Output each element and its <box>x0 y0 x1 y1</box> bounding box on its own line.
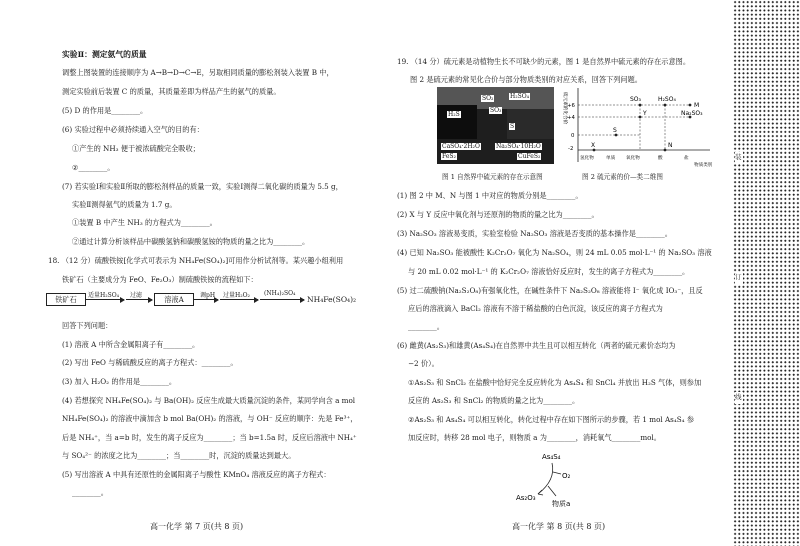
binding-label: 订 <box>735 272 743 284</box>
flow-arrow <box>260 299 304 300</box>
text-line: 实验Ⅱ测得氨气的质量为 1.7 g。 <box>72 200 177 209</box>
flow-arrow <box>126 299 152 300</box>
fig2-point: X <box>591 142 596 149</box>
fig2-xtick: 氢化物 <box>580 156 594 161</box>
flow-step5-label: (NH₄)₂SO₄ <box>264 290 296 297</box>
page-left <box>0 0 380 546</box>
question-6: (6) 实验过程中必须持续通入空气的目的有： <box>62 125 204 134</box>
fig2-point: H₂SO₄ <box>658 96 676 103</box>
text-line: 测定实验前后装置 C 的质量，其质量差即为样品产生的氨气的质量。 <box>62 87 281 96</box>
fig2-ytick: +6 <box>567 103 575 109</box>
question-5: (5) D 的作用是________。 <box>62 106 148 115</box>
text-line: 应后的溶液滴入 BaCl₂ 溶液有不溶于稀盐酸的白色沉淀，该反应的离子方程式为 <box>408 304 663 313</box>
fig2-ylabel: 硫元素的化合价 <box>562 92 567 125</box>
flow-product: NH₄Fe(SO₄)₂ <box>307 295 357 304</box>
text-line: −2 价）。 <box>408 359 439 368</box>
flow-step2-label: 过滤 <box>130 292 143 299</box>
question-19-6: (6) 雌黄(As₂S₃)和雄黄(As₄S₄)在自然界中共生且可以相互转化（两者的硫元素价态均为 <box>397 341 676 350</box>
fig2-point: S <box>613 127 617 134</box>
fig2-xtick: 氧化物 <box>626 156 640 161</box>
flow-step3-label: 调pH <box>200 292 216 299</box>
question-18: 18. （12 分）硫酸铁铵[化学式可表示为 NH₄Fe(SO₄)₂]可用作分析试剂等。某兴趣小组利用 <box>48 256 344 265</box>
page-footer-right: 高一化学 第 8 页(共 8 页) <box>512 522 606 531</box>
figure-1-caption: 图 1 自然界中硫元素的存在示意图 <box>442 173 543 181</box>
fig1-label: CuFeS₂ <box>518 153 541 160</box>
fig1-label: FeS₂ <box>442 153 456 160</box>
fig2-ytick: +4 <box>567 115 575 121</box>
fig2-xlabel: 物质类别 <box>694 163 713 168</box>
fig1-label: S <box>510 123 515 130</box>
flow-ore-box: 铁矿石 <box>46 293 86 306</box>
question-18-5: (5) 写出溶液 A 中具有还原性的金属阳离子与酸性 KMnO₄ 溶液反应的离子方程式： <box>62 470 331 479</box>
text-line: ①产生的 NH₃ 便于被浓硫酸完全吸收； <box>72 144 200 153</box>
text-line: 图 2 是硫元素的常见化合价与部分物质类别的对应关系，回答下列问题。 <box>410 75 642 84</box>
question-19-1: (1) 图 2 中 M、N 与图 1 中对应的物质分别是________。 <box>397 191 583 200</box>
question-7: (7) 若实验Ⅰ和实验Ⅱ所取的膨松剂样品的质量一致，实验Ⅰ测得二氧化碳的质量为 5.5 g， <box>62 182 343 191</box>
fig1-label: SO₃ <box>490 107 502 114</box>
text-line: ________。 <box>72 488 108 497</box>
text-line: 铁矿石（主要成分为 FeO、Fe₂O₃）制硫酸铁铵的流程如下： <box>62 275 258 284</box>
fig1-label: CaSO₄·2H₂O <box>442 143 480 150</box>
question-18-2: (2) 写出 FeO 与稀硫酸反应的离子方程式：________。 <box>62 358 238 367</box>
text-line: ①As₂S₃ 和 SnCl₂ 在盐酸中恰好完全反应转化为 As₄S₄ 和 SnCl₄ 并放出 H₂S 气体，则参加 <box>408 378 702 387</box>
question-18-3: (3) 加入 H₂O₂ 的作用是________。 <box>62 377 177 386</box>
question-19-5: (5) 过二硫酸钠(Na₂S₂O₈)有强氧化性，在碱性条件下 Na₂S₂O₈ 溶液能将 I⁻ 氧化成 IO₃⁻，且反 <box>397 286 703 295</box>
fig2-point: M <box>694 102 700 109</box>
figure-2-chart <box>560 84 724 168</box>
fig1-label: H₂SO₄ <box>510 93 530 100</box>
text-line: ②通过计算分析该样品中碳酸氢钠和碳酸氢铵的物质的量之比为________。 <box>72 237 310 246</box>
scheme-product: As₂O₃ <box>516 494 536 502</box>
question-19: 19. （14 分）硫元素是动植物生长不可缺少的元素，图 1 是自然界中硫元素的存在示意图。 <box>397 57 691 66</box>
figure-2-caption: 图 2 硫元素的价—类二维图 <box>582 173 663 181</box>
page-footer-left: 高一化学 第 7 页(共 8 页) <box>150 522 244 531</box>
text-line: ②As₂S₃ 和 As₄S₄ 可以相互转化，转化过程中存在如下图所示的步骤，若 1 mol As₄S₄ 参 <box>408 415 695 424</box>
fig2-ytick: 0 <box>571 133 575 139</box>
question-19-4: (4) 已知 Na₂SO₃ 能被酸性 K₂Cr₂O₇ 氧化为 Na₂SO₄，则 24 mL 0.05 mol·L⁻¹ 的 Na₂SO₃ 溶液 <box>397 248 712 257</box>
fig1-label: Na₂SO₄·10H₂O <box>496 143 541 150</box>
binding-pattern <box>733 0 800 546</box>
question-19-3: (3) Na₂SO₃ 溶液易变质，实验室检验 Na₂SO₃ 溶液是否变质的基本操作是________。 <box>397 229 672 238</box>
text-line: ①装置 B 中产生 NH₃ 的方程式为________。 <box>72 218 217 227</box>
text-line: 后是 NH₄⁺，当 a=b 时，发生的离子反应为________；当 b=1.5a 时，反应后溶液中 NH₄⁺ <box>62 433 357 442</box>
flow-arrow <box>86 299 124 300</box>
scheme-a: 物质a <box>552 500 571 508</box>
text-line: 回答下列问题： <box>62 321 113 330</box>
binding-label: 装 <box>735 152 743 164</box>
text-line: 与 20 mL 0.02 mol·L⁻¹ 的 K₂Cr₂O₇ 溶液恰好反应时，发生的离子方程式为________。 <box>408 267 690 276</box>
scheme-o2: O₂ <box>562 472 571 480</box>
fig2-xtick: 酸 <box>658 156 663 161</box>
flow-step4-label: 过量H₂O₂ <box>223 292 250 299</box>
flow-step1-label: 适量H₂SO₄ <box>88 292 120 299</box>
text-line: ________。 <box>408 322 444 331</box>
text-line: 调整上图装置的连接顺序为 A→B→D→C→E，另取相同质量的膨松剂装入装置 B 中， <box>62 68 334 77</box>
question-19-2: (2) X 与 Y 反应中氧化剂与还原剂的物质的量之比为________。 <box>397 210 599 219</box>
fig2-point: SO₃ <box>630 96 641 103</box>
fig2-point: Y <box>643 110 647 117</box>
fig1-label: SO₂ <box>482 95 494 102</box>
text-line: 加反应时，转移 28 mol 电子，则物质 a 为________，消耗氧气________mol。 <box>408 433 661 442</box>
scheme-top: As₄S₄ <box>542 453 561 461</box>
figure-1-image <box>437 87 554 164</box>
flow-arrow <box>194 299 218 300</box>
fig2-point: Na₂SO₃ <box>681 110 703 117</box>
binding-label: 线 <box>735 392 743 404</box>
reaction-scheme <box>512 450 602 510</box>
section-heading: 实验Ⅱ：测定氨气的质量 <box>62 50 147 59</box>
text-line: 反应的 As₂S₃ 和 SnCl₂ 的物质的量之比为________。 <box>408 396 580 405</box>
flow-solution-a-box: 溶液A <box>154 293 194 306</box>
fig2-point: N <box>668 142 673 149</box>
fig2-xtick: 单质 <box>606 156 616 161</box>
fig2-ytick: -2 <box>568 146 574 152</box>
flow-arrow <box>220 299 258 300</box>
fig1-label: H₂S <box>448 111 460 118</box>
text-line: 与 SO₄²⁻ 的浓度之比为________；当________时，沉淀的质量达到最大。 <box>62 451 296 460</box>
question-18-1: (1) 溶液 A 中所含金属阳离子有________。 <box>62 340 200 349</box>
fig2-xtick: 盐 <box>684 156 689 161</box>
text-line: NH₄Fe(SO₄)₂ 的溶液中滴加含 b mol Ba(OH)₂ 的溶液，与 OH⁻ 反应的顺序：先是 Fe³⁺， <box>62 414 358 423</box>
text-line: ②________。 <box>72 163 115 172</box>
question-18-4: (4) 若想探究 NH₄Fe(SO₄)₂ 与 Ba(OH)₂ 反应生成最大质量沉淀的条件，某同学向含 a mol <box>62 396 356 405</box>
